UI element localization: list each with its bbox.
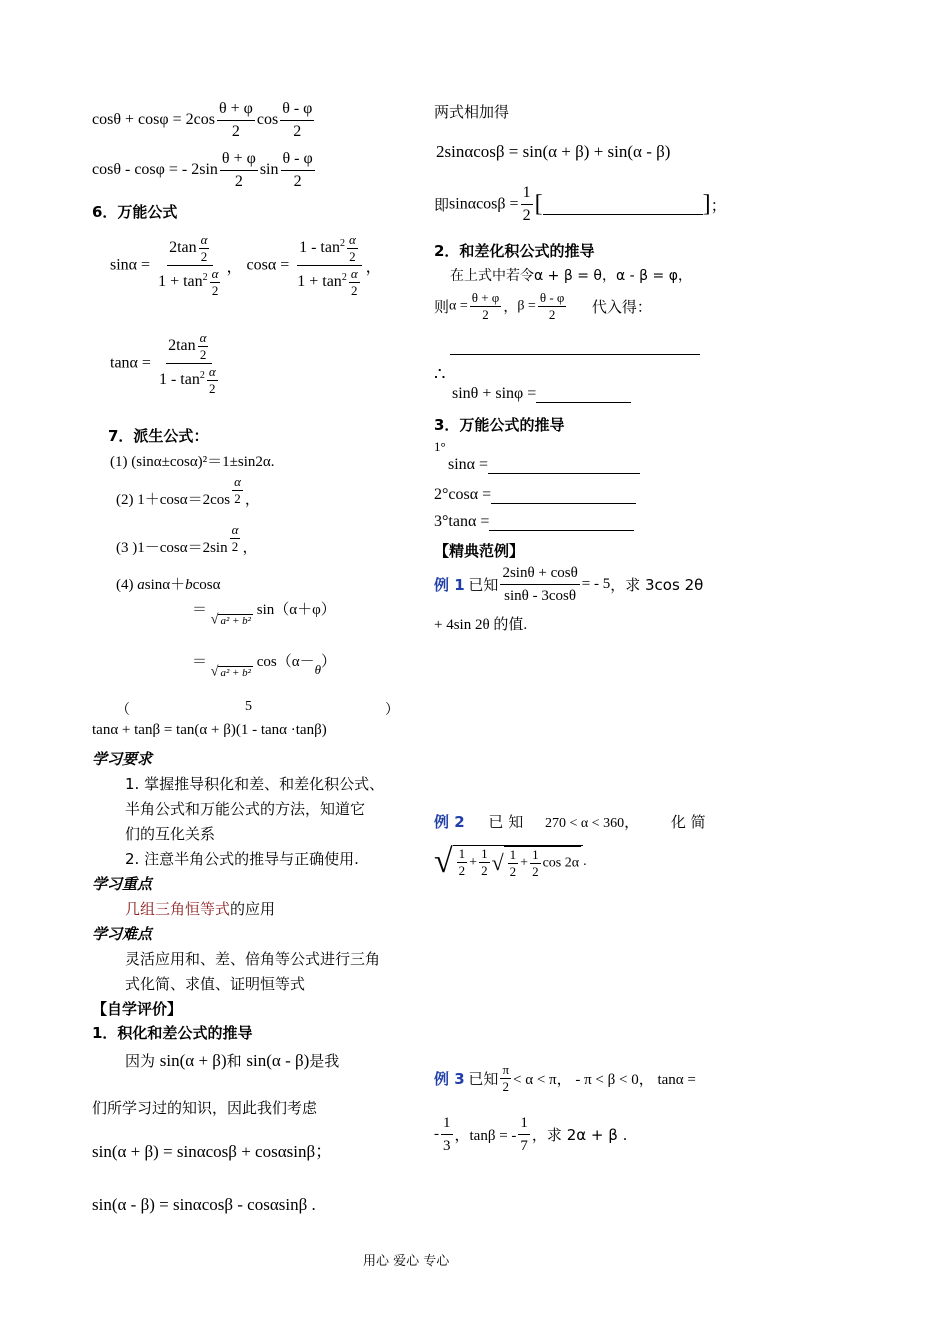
derived-4-result-cos: ＝ √ a² + b² cos（α－θ） [192, 654, 336, 680]
learning-difficulty-line1: 灵活应用和、差、倍角等公式进行三角 [125, 950, 381, 968]
product-to-sum-blank: 即sinαcosβ = $\frac{1}{2}$ [ ]； [434, 184, 727, 224]
derived-5-formula: tanα + tanβ = tan(α + β)(1 - tanα ·tanβ) [92, 722, 327, 738]
sin-sum-expansion: sin(α + β) = sinαcosβ + cosαsinβ； [92, 1142, 333, 1161]
universal-tan: tanα = 2tan $\frac{\alpha}{2}$ $1 - \tan^2$ $\frac{\alpha}{2}$ [110, 330, 216, 396]
requirement-1-line2: 半角公式和万能公式的方法，知道它 [125, 800, 366, 818]
derived-2: (2) 1＋cosα＝2cos $\frac{\alpha}{2}$ ， [116, 474, 260, 508]
examples-title: 【精典范例】 [434, 542, 525, 560]
derived-1: (1) (sinα±cosα)²＝1±sin2α. [110, 454, 275, 470]
focus-link[interactable]: 几组三角恒等式 [125, 900, 231, 918]
sum-to-product-sin: ∴ sinθ + sinφ = [434, 364, 631, 403]
derived-5-number: 5 [245, 699, 252, 714]
learning-difficulty-line2: 式化简、求值、证明恒等式 [125, 975, 306, 993]
section-2-substitution: 在上式中若令α + β = θ，α - β = φ， [450, 268, 692, 284]
derived-5-close: ） [385, 703, 399, 718]
section-3-title: 3．万能公式的推导 [434, 416, 565, 434]
section-6-title: 6．万能公式 [92, 203, 178, 221]
product-to-sum-formula: 2sinαcosβ = sin(α + β) + sin(α - β) [436, 142, 671, 161]
derived-5-open: （ [116, 703, 130, 718]
self-evaluation-title: 【自学评价】 [92, 1000, 183, 1018]
universal-sin: sinα = 2tan $\frac{\alpha}{2}$ $1 + \tan^2$ $\frac{\alpha}{2}$ ， cosα = $1 - \tan^2$ $\frac{\alpha}{2}$ $1 + \tan^2$ $\frac{\alpha}{2}$ ， [110, 232, 382, 298]
universal-cos-derivation: 2°cosα = [434, 486, 636, 504]
answer-blank-product-to-sum[interactable] [543, 194, 703, 215]
universal-sin-derivation: 1° sinα = [434, 438, 640, 474]
section-2-alpha-beta: 则α = $\frac{\theta + \varphi}{2}$ ，β = $\frac{\theta - \varphi}{2}$ 代入得： [434, 290, 652, 322]
sum-to-product-cos-plus: cosθ + cosφ = 2cos $\frac{\theta + \varphi}{2}$ cos $\frac{\theta - \varphi}{2}$ [92, 100, 313, 140]
derived-3: (3 )1－cosα＝2sin $\frac{\alpha}{2}$ ， [116, 522, 258, 556]
answer-blank-tan[interactable] [489, 514, 634, 531]
learning-requirements-title: 学习要求 [92, 750, 153, 768]
example-3-line2: - $\frac{1}{3}$ ，tanβ = - $\frac{1}{7}$ ，求 2α + β . [434, 1112, 627, 1157]
requirement-1-line3: 们的互化关系 [125, 825, 216, 843]
add-both-text: 两式相加得 [434, 103, 510, 121]
example-2: 例 2 已 知 270 < α < 360， 化 简 [434, 813, 706, 831]
section-7-title: 7．派生公式： [108, 427, 209, 445]
section-1-intro: 因为 sin(α + β)和 sin(α - β)是我 [125, 1051, 340, 1070]
answer-blank-substitution[interactable] [450, 338, 700, 355]
requirement-1: 1. 掌握推导积化和差、和差化积公式、 [125, 775, 385, 793]
sin-diff-expansion: sin(α - β) = sinαcosβ - cosαsinβ . [92, 1195, 316, 1214]
section-1-title: 1．积化和差公式的推导 [92, 1024, 253, 1042]
example-1-line2: + 4sin 2θ 的值. [434, 617, 528, 633]
learning-difficulty-title: 学习难点 [92, 925, 153, 943]
sum-to-product-cos-minus: cosθ - cosφ = - 2sin $\frac{\theta + \varphi}{2}$ sin $\frac{\theta - \varphi}{2}$ [92, 150, 313, 190]
derived-4-result-sin: ＝ √ a² + b² sin（α＋φ） [192, 602, 336, 628]
example-2-expression: √ $\frac{1}{2}$ + $\frac{1}{2}$ √ $\frac{1}{2}$ + $\frac{1}{2}$ cos 2α . [434, 843, 587, 880]
example-1: 例 1 已知 $\frac{2\sin\theta + \cos\theta}{\sin\theta - 3\cos\theta}$ = - 5，求 3cos 2θ [434, 562, 703, 607]
derived-4: (4) asinα＋bcosα [116, 577, 221, 593]
answer-blank-sin[interactable] [488, 457, 640, 474]
section-1-intro-line2: 们所学习过的知识，因此我们考虑 [92, 1099, 318, 1117]
answer-blank-sin-sum[interactable] [536, 386, 631, 403]
universal-tan-derivation: 3°tanα = [434, 513, 634, 531]
answer-blank-cos[interactable] [491, 487, 636, 504]
section-2-title: 2．和差化积公式的推导 [434, 242, 595, 260]
requirement-2: 2. 注意半角公式的推导与正确使用. [125, 850, 359, 868]
learning-focus-title: 学习重点 [92, 875, 153, 893]
learning-focus: 几组三角恒等式的应用 [125, 900, 276, 918]
page-footer: 用心 爱心 专心 [363, 1254, 450, 1269]
example-3: 例 3 已知 $\frac{\pi}{2}$ < α < π， - π < β < 0， tanα = [434, 1062, 696, 1094]
